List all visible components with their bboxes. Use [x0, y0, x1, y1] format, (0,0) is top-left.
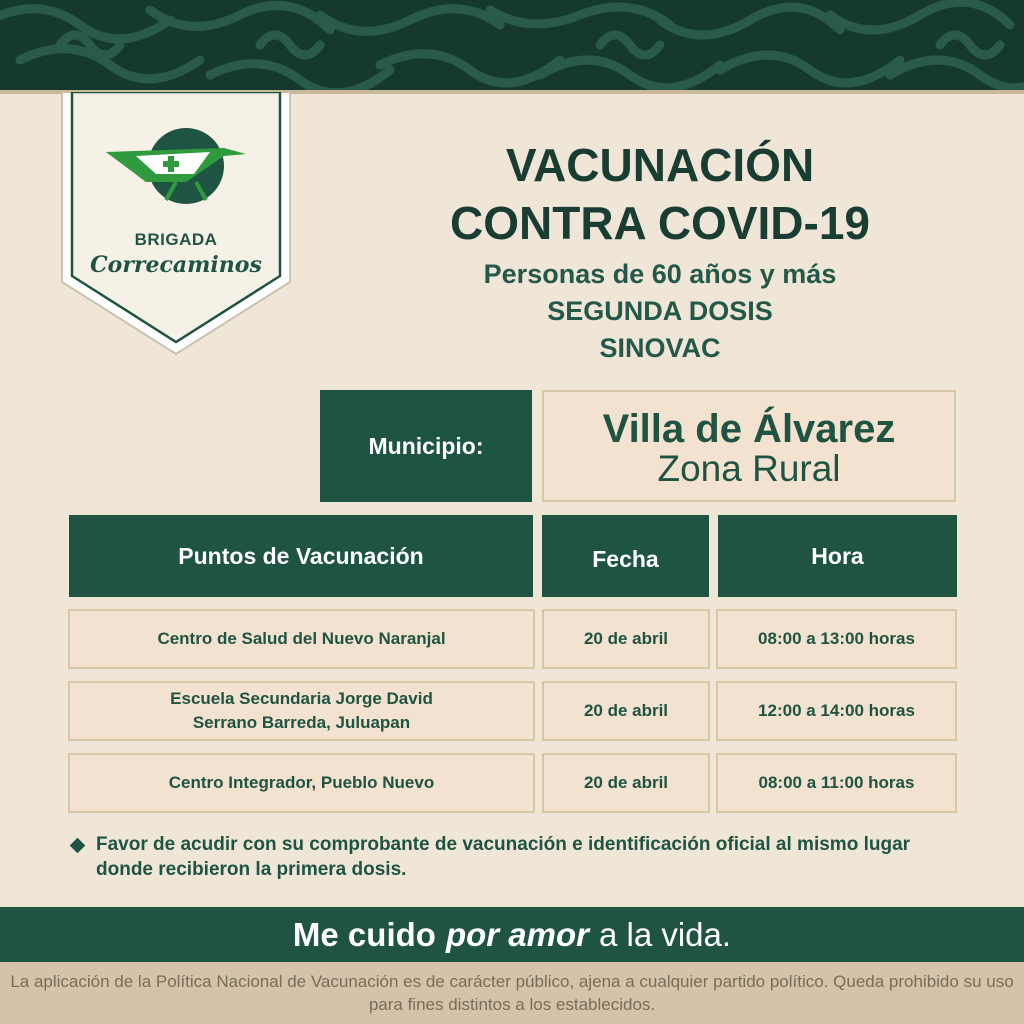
slogan-band	[0, 907, 1024, 962]
table-row-3-fecha: 20 de abril	[542, 753, 710, 813]
main-title	[330, 136, 990, 252]
header-hora: Hora	[718, 515, 957, 597]
disclaimer: La aplicación de la Política Nacional de Vacunación es de carácter público, ajena a cualquier partido político. Queda prohibido su uso para fines distintos a los establecidos.	[0, 962, 1024, 1024]
subtitle	[330, 256, 990, 367]
note-text: Favor de acudir con su comprobante de vacunación e identificación oficial al mismo lugar donde recibieron la primera dosis.	[96, 834, 911, 880]
table-row-1-fecha: 20 de abril	[542, 609, 710, 669]
table-row-2-fecha: 20 de abril	[542, 681, 710, 741]
header-puntos: Puntos de Vacunación	[69, 515, 533, 597]
slogan-part-1: Me cuido	[292, 915, 436, 953]
badge-brigada-text: BRIGADA	[134, 230, 218, 249]
roadrunner-cross-icon	[146, 122, 226, 208]
municipio-name: Villa de Álvarez	[602, 407, 896, 451]
table-row-3-hora: 08:00 a 11:00 horas	[716, 753, 957, 813]
diamond-bullet-icon	[70, 838, 86, 854]
title-line-2: CONTRA COVID-19	[450, 197, 870, 249]
title-line-1: VACUNACIÓN	[505, 139, 815, 191]
table-row-3-punto: Centro Integrador, Pueblo Nuevo	[68, 753, 535, 813]
decorative-pattern-band	[0, 0, 1024, 92]
municipio-zone: Zona Rural	[657, 448, 841, 489]
subtitle-line-2: SEGUNDA DOSIS	[547, 296, 773, 326]
brigada-badge	[56, 92, 296, 362]
table-row-2-hora: 12:00 a 14:00 horas	[716, 681, 957, 741]
badge-name-text: Correcaminos	[90, 252, 262, 278]
subtitle-line-1: Personas de 60 años y más	[483, 259, 837, 289]
slogan-part-3: a la vida.	[598, 915, 732, 953]
table-row-1-punto: Centro de Salud del Nuevo Naranjal	[68, 609, 535, 669]
municipio-value	[542, 390, 956, 502]
municipio-label: Municipio:	[320, 390, 532, 502]
table-row-1-hora: 08:00 a 13:00 horas	[716, 609, 957, 669]
table-row-2-punto: Escuela Secundaria Jorge David Serrano Barreda, Juluapan	[68, 681, 535, 741]
header-fecha: Fecha	[542, 515, 709, 597]
subtitle-line-3: SINOVAC	[599, 333, 721, 363]
slogan-part-2: por amor	[445, 915, 589, 953]
